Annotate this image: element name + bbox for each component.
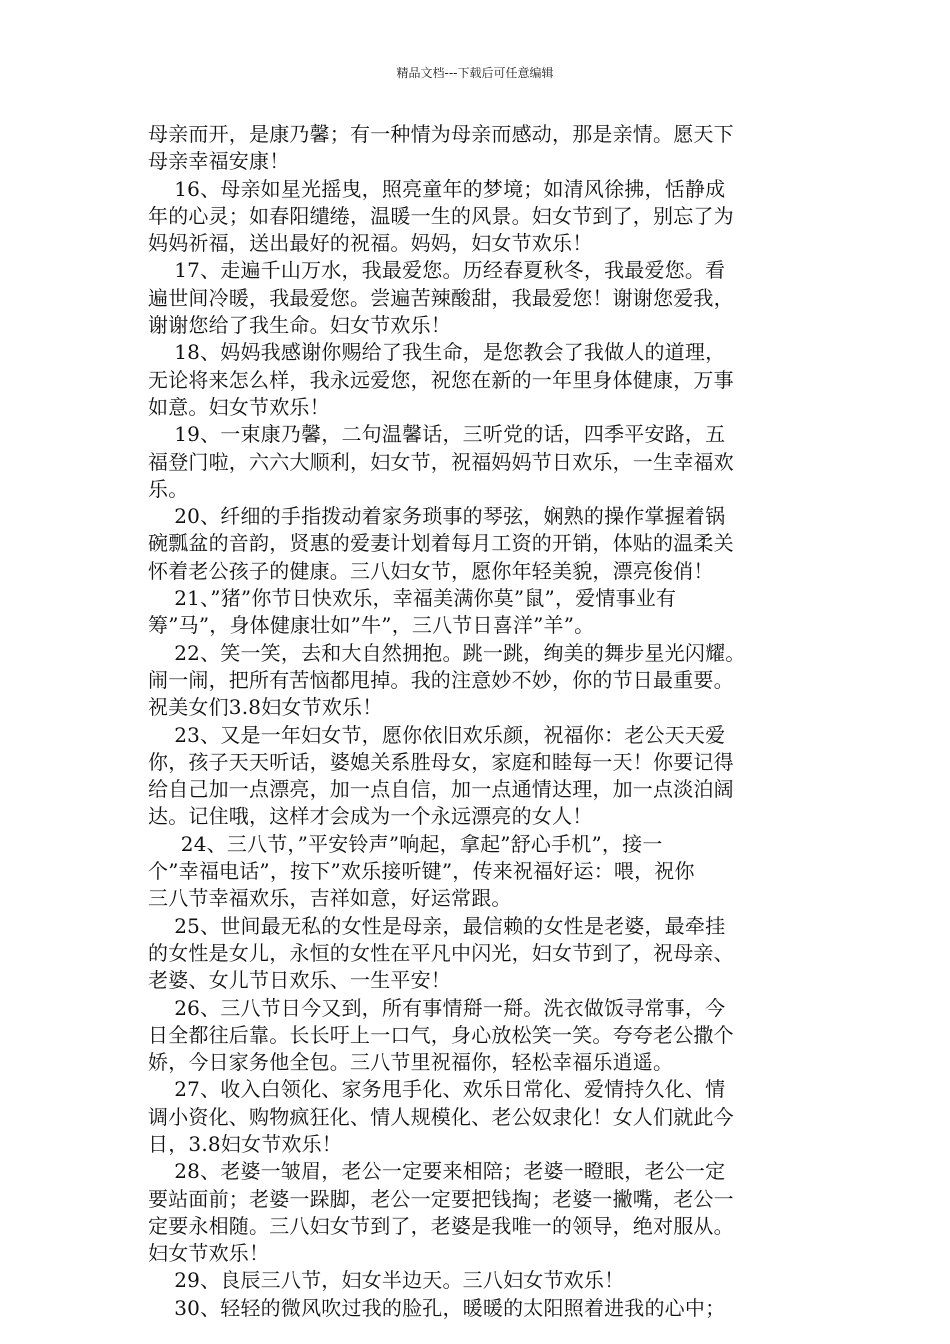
paragraph xyxy=(148,257,813,339)
text-line: 日全都往后靠。长长吁上一口气，身心放松笑一笑。夸夸老公撒个 xyxy=(148,1022,734,1047)
paragraph xyxy=(148,831,813,913)
text-line: 你，孩子天天听话，婆媳关系胜母女，家庭和睦每一天！你要记得 xyxy=(148,749,734,774)
paragraph xyxy=(148,1295,813,1322)
text-line: 调小资化、购物疯狂化、情人规模化、老公奴隶化！女人们就此今 xyxy=(148,1104,734,1129)
text-line: 福登门啦，六六大顺利，妇女节，祝福妈妈节日欢乐，一生幸福欢 xyxy=(148,449,734,474)
text-line: 21、”猪”你节日快欢乐，幸福美满你莫”鼠”，爱情事业有 xyxy=(148,586,677,611)
text-line: 筹”马”，身体健康壮如”牛”，三八节日喜洋”羊”。 xyxy=(148,613,595,638)
text-line: 祝美女们3.8妇女节欢乐！ xyxy=(148,695,383,720)
text-line: 个”幸福电话”，按下”欢乐接听键”，传来祝福好运：喂，祝你 xyxy=(148,859,695,884)
paragraph xyxy=(148,121,813,176)
paragraph xyxy=(148,640,813,722)
text-line: 妇女节欢乐！ xyxy=(148,1241,270,1266)
text-line: 无论将来怎么样，我永远爱您，祝您在新的一年里身体健康，万事 xyxy=(148,367,734,392)
paragraph xyxy=(148,722,813,831)
paragraph xyxy=(148,1267,813,1294)
text-line: 谢谢您给了我生命。妇女节欢乐！ xyxy=(148,313,451,338)
text-line: 17、走遍千山万水，我最爱您。历经春夏秋冬，我最爱您。看 xyxy=(148,258,726,283)
paragraph xyxy=(148,1158,813,1267)
text-line: 老婆、女儿节日欢乐、一生平安！ xyxy=(148,968,451,993)
text-line: 26、三八节日今又到，所有事情搿一搿。洗衣做饭寻常事，今 xyxy=(148,995,726,1020)
text-line: 18、妈妈我感谢你赐给了我生命，是您教会了我做人的道理， xyxy=(148,340,726,365)
text-line: 怀着老公孩子的健康。三八妇女节，愿你年轻美貌，漂亮俊俏！ xyxy=(148,558,714,583)
paragraph xyxy=(148,995,813,1077)
paragraph xyxy=(148,585,813,640)
text-line: 如意。妇女节欢乐！ xyxy=(148,394,330,419)
document-body xyxy=(148,121,813,1322)
text-line: 给自己加一点漂亮，加一点自信，加一点通情达理，加一点淡泊阔 xyxy=(148,777,734,802)
paragraph xyxy=(148,176,813,258)
text-line: 30、轻轻的微风吹过我的脸孔，暖暖的太阳照着进我的心中； xyxy=(148,1295,726,1320)
paragraph xyxy=(148,913,813,995)
text-line: 23、又是一年妇女节，愿你依旧欢乐颜，祝福你：老公天天爱 xyxy=(148,722,726,747)
text-line: 25、世间最无私的女性是母亲，最信赖的女性是老婆，最牵挂 xyxy=(148,913,726,938)
text-line: 27、收入白领化、家务甩手化、欢乐日常化、爱情持久化、情 xyxy=(148,1077,726,1102)
paragraph xyxy=(148,421,813,503)
text-line: 29、良辰三八节，妇女半边天。三八妇女节欢乐！ xyxy=(148,1268,625,1293)
text-line: 28、老婆一皱眉，老公一定要来相陪；老婆一瞪眼，老公一定 xyxy=(148,1159,726,1184)
text-line: 20、纤细的手指拨动着家务琐事的琴弦，娴熟的操作掌握着锅 xyxy=(148,504,726,529)
text-line: 的女性是女儿，永恒的女性在平凡中闪光，妇女节到了，祝母亲、 xyxy=(148,940,734,965)
text-line: 16、母亲如星光摇曳，照亮童年的梦境；如清风徐拂，恬静成 xyxy=(148,176,726,201)
paragraph xyxy=(148,503,813,585)
page-header: 精品文档---下载后可任意编辑 xyxy=(396,66,554,80)
text-line: 达。记住哦，这样才会成为一个永远漂亮的女人！ xyxy=(148,804,593,829)
paragraph xyxy=(148,339,813,421)
text-line: 母亲幸福安康！ xyxy=(148,149,290,174)
text-line: 24、三八节，”平安铃声”响起，拿起”舒心手机”，接一 xyxy=(148,831,663,856)
text-line: 日，3.8妇女节欢乐！ xyxy=(148,1131,343,1156)
text-line: 妈妈祈福，送出最好的祝福。妈妈，妇女节欢乐！ xyxy=(148,231,593,256)
text-line: 19、一束康乃馨，二句温馨话，三听党的话，四季平安路，五 xyxy=(148,422,726,447)
text-line: 年的心灵；如春阳缱绻，温暖一生的风景。妇女节到了，别忘了为 xyxy=(148,203,734,228)
text-line: 闹一闹，把所有苦恼都甩掉。我的注意妙不妙，你的节日最重要。 xyxy=(148,667,734,692)
text-line: 遍世间冷暖，我最爱您。尝遍苦辣酸甜，我最爱您！谢谢您爱我， xyxy=(148,285,734,310)
text-line: 22、笑一笑，去和大自然拥抱。跳一跳，绚美的舞步星光闪耀。 xyxy=(148,640,746,665)
text-line: 定要永相随。三八妇女节到了，老婆是我唯一的领导，绝对服从。 xyxy=(148,1213,734,1238)
text-line: 乐。 xyxy=(148,476,189,501)
text-line: 三八节幸福欢乐，吉祥如意，好运常跟。 xyxy=(148,886,512,911)
text-line: 娇，今日家务他全包。三八节里祝福你，轻松幸福乐逍遥。 xyxy=(148,1050,674,1075)
text-line: 母亲而开，是康乃馨；有一种情为母亲而感动，那是亲情。愿天下 xyxy=(148,122,734,146)
text-line: 碗瓢盆的音韵，贤惠的爱妻计划着每月工资的开销，体贴的温柔关 xyxy=(148,531,734,556)
text-line: 要站面前；老婆一跺脚，老公一定要把钱掏；老婆一撇嘴，老公一 xyxy=(148,1186,734,1211)
paragraph xyxy=(148,1076,813,1158)
